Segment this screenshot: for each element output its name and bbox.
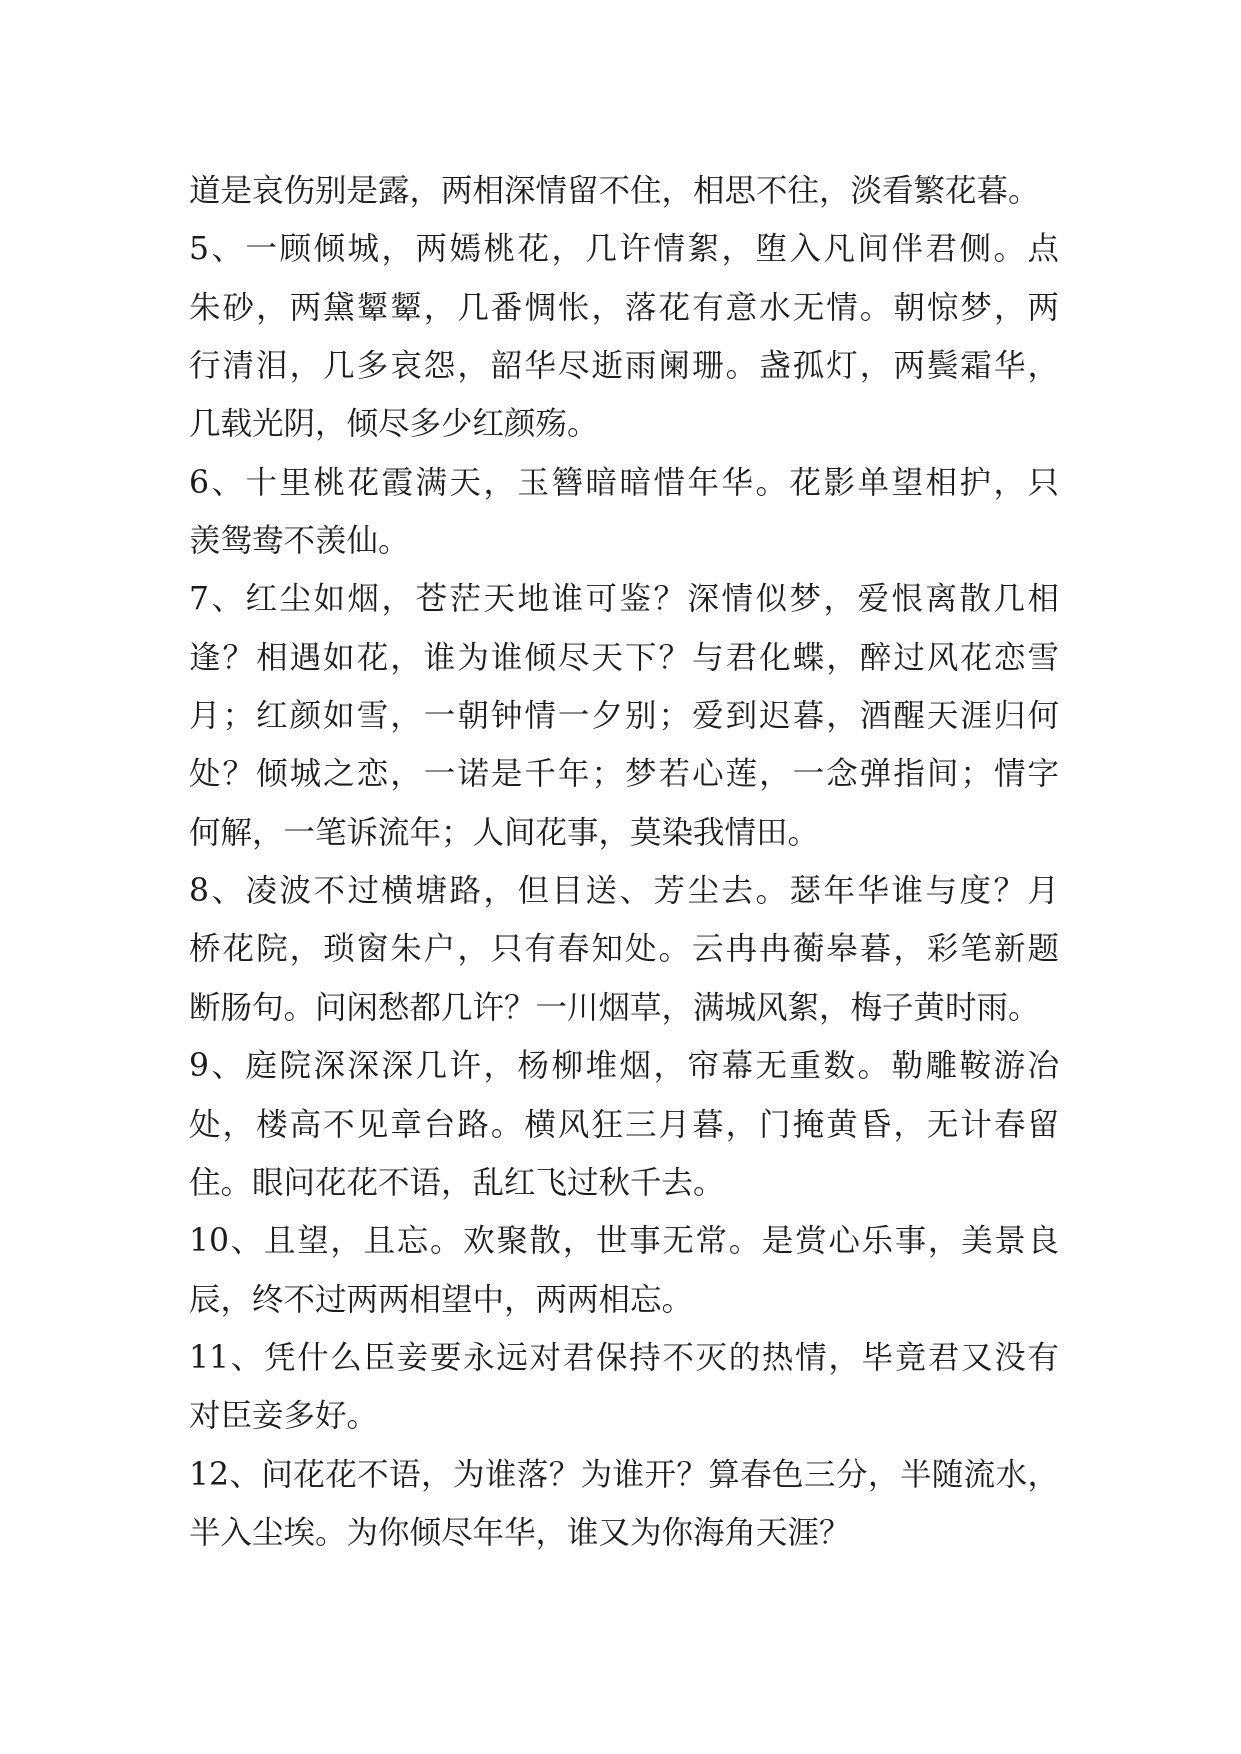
paragraph-10: [189, 1212, 1059, 1329]
text-line: 6、十里桃花霞满天，玉簪暗暗惜年华。花影单望相护，只: [189, 464, 1059, 501]
text-line: 道是哀伤别是露，两相深情留不住，相思不往，淡看繁花暮。: [189, 173, 1040, 209]
text-line: 逢？相遇如花，谁为谁倾尽天下？与君化蝶，醉过风花恋雪: [189, 639, 1059, 676]
paragraph-5: [189, 220, 1059, 453]
paragraph-9: [189, 1037, 1059, 1212]
text-line: 何解，一笔诉流年；人间花事，莫染我情田。: [189, 814, 820, 851]
text-line: 9、庭院深深深几许，杨柳堆烟，帘幕无重数。勒雕鞍游冶: [189, 1048, 1059, 1085]
text-line: 几载光阴，倾尽多少红颜殇。: [189, 406, 599, 443]
paragraph-6: [189, 454, 1059, 571]
text-line: 桥花院，琐窗朱户，只有春知处。云冉冉蘅皋暮，彩笔新题: [189, 931, 1059, 968]
text-line: 11、凭什么臣妾要永远对君保持不灭的热情，毕竟君又没有: [189, 1339, 1059, 1376]
paragraph-7: [189, 570, 1059, 862]
text-line: 断肠句。问闲愁都几许？一川烟草，满城风絮，梅子黄时雨。: [189, 989, 1040, 1026]
text-line: 12、问花花不语，为谁落？为谁开？算春色三分，半随流水，: [189, 1456, 1059, 1493]
text-line: 半入尘埃。为你倾尽年华，谁又为你海角天涯？: [189, 1514, 851, 1551]
text-line: 8、凌波不过横塘路，但目送、芳尘去。瑟年华谁与度？月: [189, 873, 1059, 910]
text-line: 对臣妾多好。: [189, 1398, 379, 1435]
text-line: 处，楼高不见章台路。横风狂三月暮，门掩黄昏，无计春留: [189, 1106, 1059, 1143]
text-line: 朱砂，两黛颦颦，几番惆怅，落花有意水无情。朝惊梦，两: [189, 289, 1059, 326]
text-line: 辰，终不过两两相望中，两两相忘。: [189, 1281, 694, 1318]
text-line: 5、一顾倾城，两嫣桃花，几许情絮，堕入凡间伴君侧。点: [189, 231, 1059, 268]
paragraph-12: [189, 1446, 1059, 1563]
paragraph-11: [189, 1329, 1059, 1446]
paragraph-continuation: [189, 162, 1059, 220]
text-line: 羡鸳鸯不羡仙。: [189, 523, 410, 560]
text-line: 处？倾城之恋，一诺是千年；梦若心莲，一念弹指间；情字: [189, 756, 1059, 793]
document-body: [189, 162, 1059, 1562]
paragraph-8: [189, 862, 1059, 1037]
text-line: 10、且望，且忘。欢聚散，世事无常。是赏心乐事，美景良: [189, 1223, 1059, 1260]
text-line: 7、红尘如烟，苍茫天地谁可鉴？深情似梦，爱恨离散几相: [189, 581, 1059, 618]
text-line: 行清泪，几多哀怨，韶华尽逝雨阑珊。盏孤灯，两鬓霜华，: [189, 348, 1059, 385]
text-line: 月；红颜如雪，一朝钟情一夕别；爱到迟暮，酒醒天涯归何: [189, 698, 1059, 735]
text-line: 住。眼问花花不语，乱红飞过秋千去。: [189, 1164, 725, 1201]
